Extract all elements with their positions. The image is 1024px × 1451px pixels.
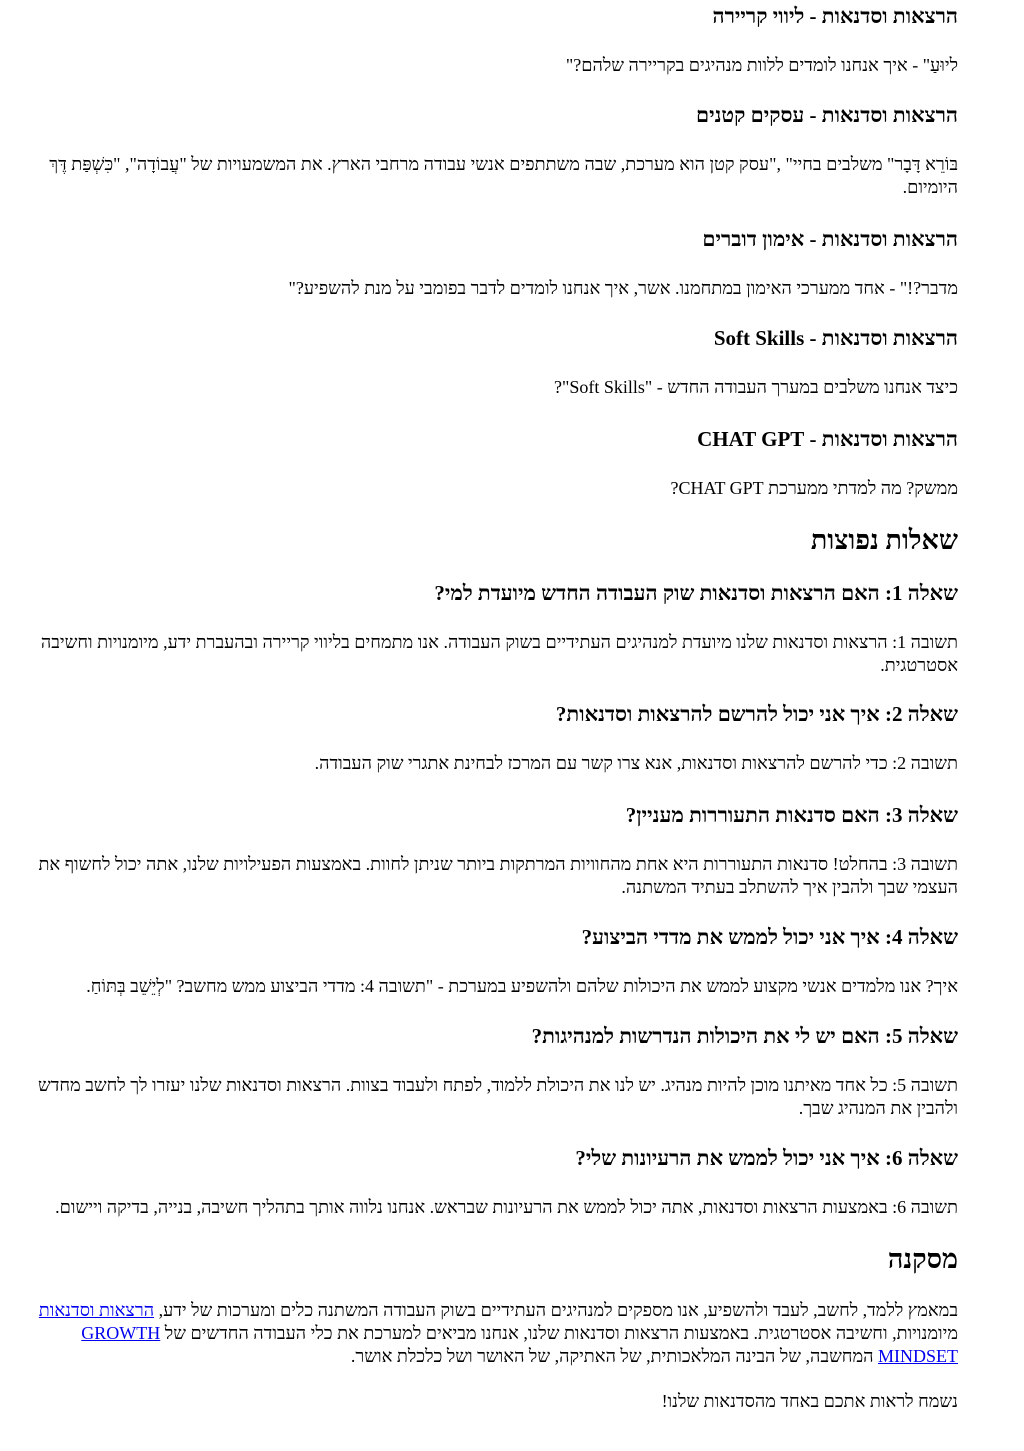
faq-answer: תשובה 1: הרצאות וסדנאות שלנו מיועדת למנהיגים העתידיים בשוק העבודה. אנו מתמחים בליווי קריירה ובהעברת ידע, מיומנויות וחשיבה אסטרטגית. [40,632,958,675]
service-heading: הרצאות וסדנאות - עסקים קטנים [695,103,958,127]
service-heading: הרצאות וסדנאות - ליווי קריירה [712,4,958,28]
article [0,3,1024,1413]
conclusion-section [10,1243,958,1413]
faq-question: שאלה 2: איך אני יכול להרשם להרצאות וסדנאות? [555,702,958,726]
faq-question: שאלה 4: איך אני יכול לממש את מדדי הביצוע? [581,925,958,949]
conclusion-text [10,1299,958,1368]
service-text: מדבר?!" - אחד ממערכי האימון במתחמנו. אשר, איך אנחנו לומדים לדבר בפומבי על מנת להשפיע?" [288,278,958,298]
faq-question: שאלה 3: האם סדנאות התעוררות מעניין? [625,803,958,827]
conclusion-title: מסקנה [887,1244,958,1274]
service-text: כיצד אנחנו משלבים במערך העבודה החדש - "Soft Skills"? [553,377,958,397]
service-text: ממשק? מה למדתי ממערכת CHAT GPT? [670,478,958,498]
closing-text: נשמח לראות אתכם באחד מהסדנאות שלנו! [661,1391,958,1411]
faq-question: שאלה 5: האם יש לי את היכולות הנדרשות למנהיגות? [531,1024,958,1048]
faq-answer: תשובה 3: בהחלט! סדנאות התעוררות היא אחת מהחוויות המרתקות ביותר שניתן לחוות. באמצעות הפעילויות שלנו, אתה יכול לחשוף את העצמי שבך ולהבין איך להשתלב בעתיד המשתנה. [38,854,958,897]
services-section [10,3,958,500]
service-text: בּוֹרֵא דָּבָר" משלבים בחיי" ,"עסק קטן הוא מערכת, שבה משתתפים אנשי עבודה מרחבי הארץ. את המשמעויות של "עֲבוֹדָה", "כִּשְׁפַּת דֶּךְ היומיום. [49,154,958,197]
faq-question: שאלה 6: איך אני יכול לממש את הרעיונות שלי? [575,1146,958,1170]
faq-answer: איך? אנו מלמדים אנשי מקצוע לממש את היכולות שלהם ולהשפיע במערכת - "תשובה 4: מדדי הביצוע ממש מחשב? "לְיֵשֵׁב בְּתּוֹחַ. [86,976,958,996]
faq-answer: תשובה 5: כל אחד מאיתנו מוכן להיות מנהיג. יש לנו את היכולת ללמוד, לפתח ולעבוד בצוות. הרצאות וסדנאות שלנו יעזרו לך לחשב מחדש ולהבין את המנהיג שבך. [37,1075,958,1118]
service-heading: הרצאות וסדנאות - CHAT GPT [697,427,958,451]
growth-mindset-link[interactable]: GROWTH MINDSET [81,1323,958,1366]
conclusion-text-end: המחשבה, של הבינה המלאכותית, של האתיקה, של האושר ושל כלכלת אושר. [350,1346,878,1366]
service-heading: הרצאות וסדנאות - Soft Skills [713,326,958,350]
service-text: ליוּעַ" - איך אנחנו לומדים ללוות מנהיגים בקריירה שלהם?" [565,55,958,75]
service-heading: הרצאות וסדנאות - אימון דוברים [702,227,958,251]
workshops-link[interactable]: הרצאות וסדנאות [38,1300,155,1320]
faq-section [10,524,958,1219]
faq-answer: תשובה 2: כדי להרשם להרצאות וסדנאות, אנא צרו קשר עם המרכז לבחינת אתגרי שוק העבודה. [314,753,958,773]
conclusion-text-middle: מיומנויות, וחשיבה אסטרטגית. באמצעות הרצאות וסדנאות שלנו, אנחנו מביאים למערכת את כלי העבודה החדשים של [160,1323,958,1343]
faq-question: שאלה 1: האם הרצאות וסדנאות שוק העבודה החדש מיועדת למי? [434,581,958,605]
conclusion-text-start: במאמץ ללמד, לחשב, לעבד ולהשפיע, אנו מספקים למנהיגים העתידיים בשוק העבודה המשתנה כלים ומערכות של ידע, [154,1300,958,1320]
faq-answer: תשובה 6: באמצעות הרצאות וסדנאות, אתה יכול לממש את הרעיונות שבראש. אנחנו נלווה אותך בתהליך חשיבה, בנייה, בדיקה ויישום. [55,1197,958,1217]
faq-title: שאלות נפוצות [810,525,958,555]
